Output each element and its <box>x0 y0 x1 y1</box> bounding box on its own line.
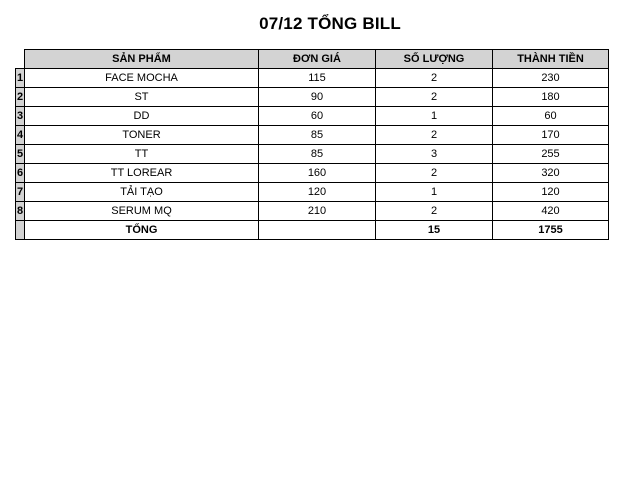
total-row <box>16 221 609 240</box>
table-row <box>16 145 609 164</box>
bill-table <box>15 49 609 240</box>
table-row <box>16 107 609 126</box>
cell-price: 60 <box>259 107 376 126</box>
cell-price: 85 <box>259 145 376 164</box>
cell-price: 120 <box>259 183 376 202</box>
total-quantity: 15 <box>376 221 493 240</box>
row-index: 1 <box>16 69 25 88</box>
cell-product: FACE MOCHA <box>25 69 259 88</box>
header-amount: THÀNH TIỀN <box>493 50 609 69</box>
header-row <box>16 50 609 69</box>
cell-quantity: 2 <box>376 202 493 221</box>
cell-price: 210 <box>259 202 376 221</box>
cell-product: ST <box>25 88 259 107</box>
cell-quantity: 2 <box>376 126 493 145</box>
row-index: 2 <box>16 88 25 107</box>
cell-product: TẢI TẠO <box>25 183 259 202</box>
total-price <box>259 221 376 240</box>
cell-quantity: 1 <box>376 183 493 202</box>
table-row <box>16 202 609 221</box>
cell-quantity: 2 <box>376 164 493 183</box>
table-row <box>16 88 609 107</box>
cell-quantity: 2 <box>376 69 493 88</box>
table-row <box>16 183 609 202</box>
total-label: TỔNG <box>25 221 259 240</box>
row-index: 4 <box>16 126 25 145</box>
cell-amount: 255 <box>493 145 609 164</box>
table-row <box>16 164 609 183</box>
cell-amount: 230 <box>493 69 609 88</box>
row-index: 3 <box>16 107 25 126</box>
cell-price: 115 <box>259 69 376 88</box>
cell-quantity: 1 <box>376 107 493 126</box>
cell-product: TT LOREAR <box>25 164 259 183</box>
cell-amount: 170 <box>493 126 609 145</box>
cell-product: DD <box>25 107 259 126</box>
cell-amount: 60 <box>493 107 609 126</box>
cell-amount: 320 <box>493 164 609 183</box>
cell-price: 160 <box>259 164 376 183</box>
cell-quantity: 2 <box>376 88 493 107</box>
row-index: 7 <box>16 183 25 202</box>
cell-amount: 420 <box>493 202 609 221</box>
cell-price: 90 <box>259 88 376 107</box>
cell-amount: 120 <box>493 183 609 202</box>
row-index: 8 <box>16 202 25 221</box>
table-row <box>16 126 609 145</box>
corner-cell <box>16 50 25 69</box>
page-title: 07/12 TỔNG BILL <box>259 14 401 33</box>
row-index: 5 <box>16 145 25 164</box>
cell-amount: 180 <box>493 88 609 107</box>
cell-product: SERUM MQ <box>25 202 259 221</box>
cell-price: 85 <box>259 126 376 145</box>
cell-quantity: 3 <box>376 145 493 164</box>
row-index-empty <box>16 221 25 240</box>
table-row <box>16 69 609 88</box>
header-quantity: SỐ LƯỢNG <box>376 50 493 69</box>
cell-product: TT <box>25 145 259 164</box>
cell-product: TONER <box>25 126 259 145</box>
header-product: SẢN PHẨM <box>25 50 259 69</box>
row-index: 6 <box>16 164 25 183</box>
total-amount: 1755 <box>493 221 609 240</box>
header-price: ĐƠN GIÁ <box>259 50 376 69</box>
